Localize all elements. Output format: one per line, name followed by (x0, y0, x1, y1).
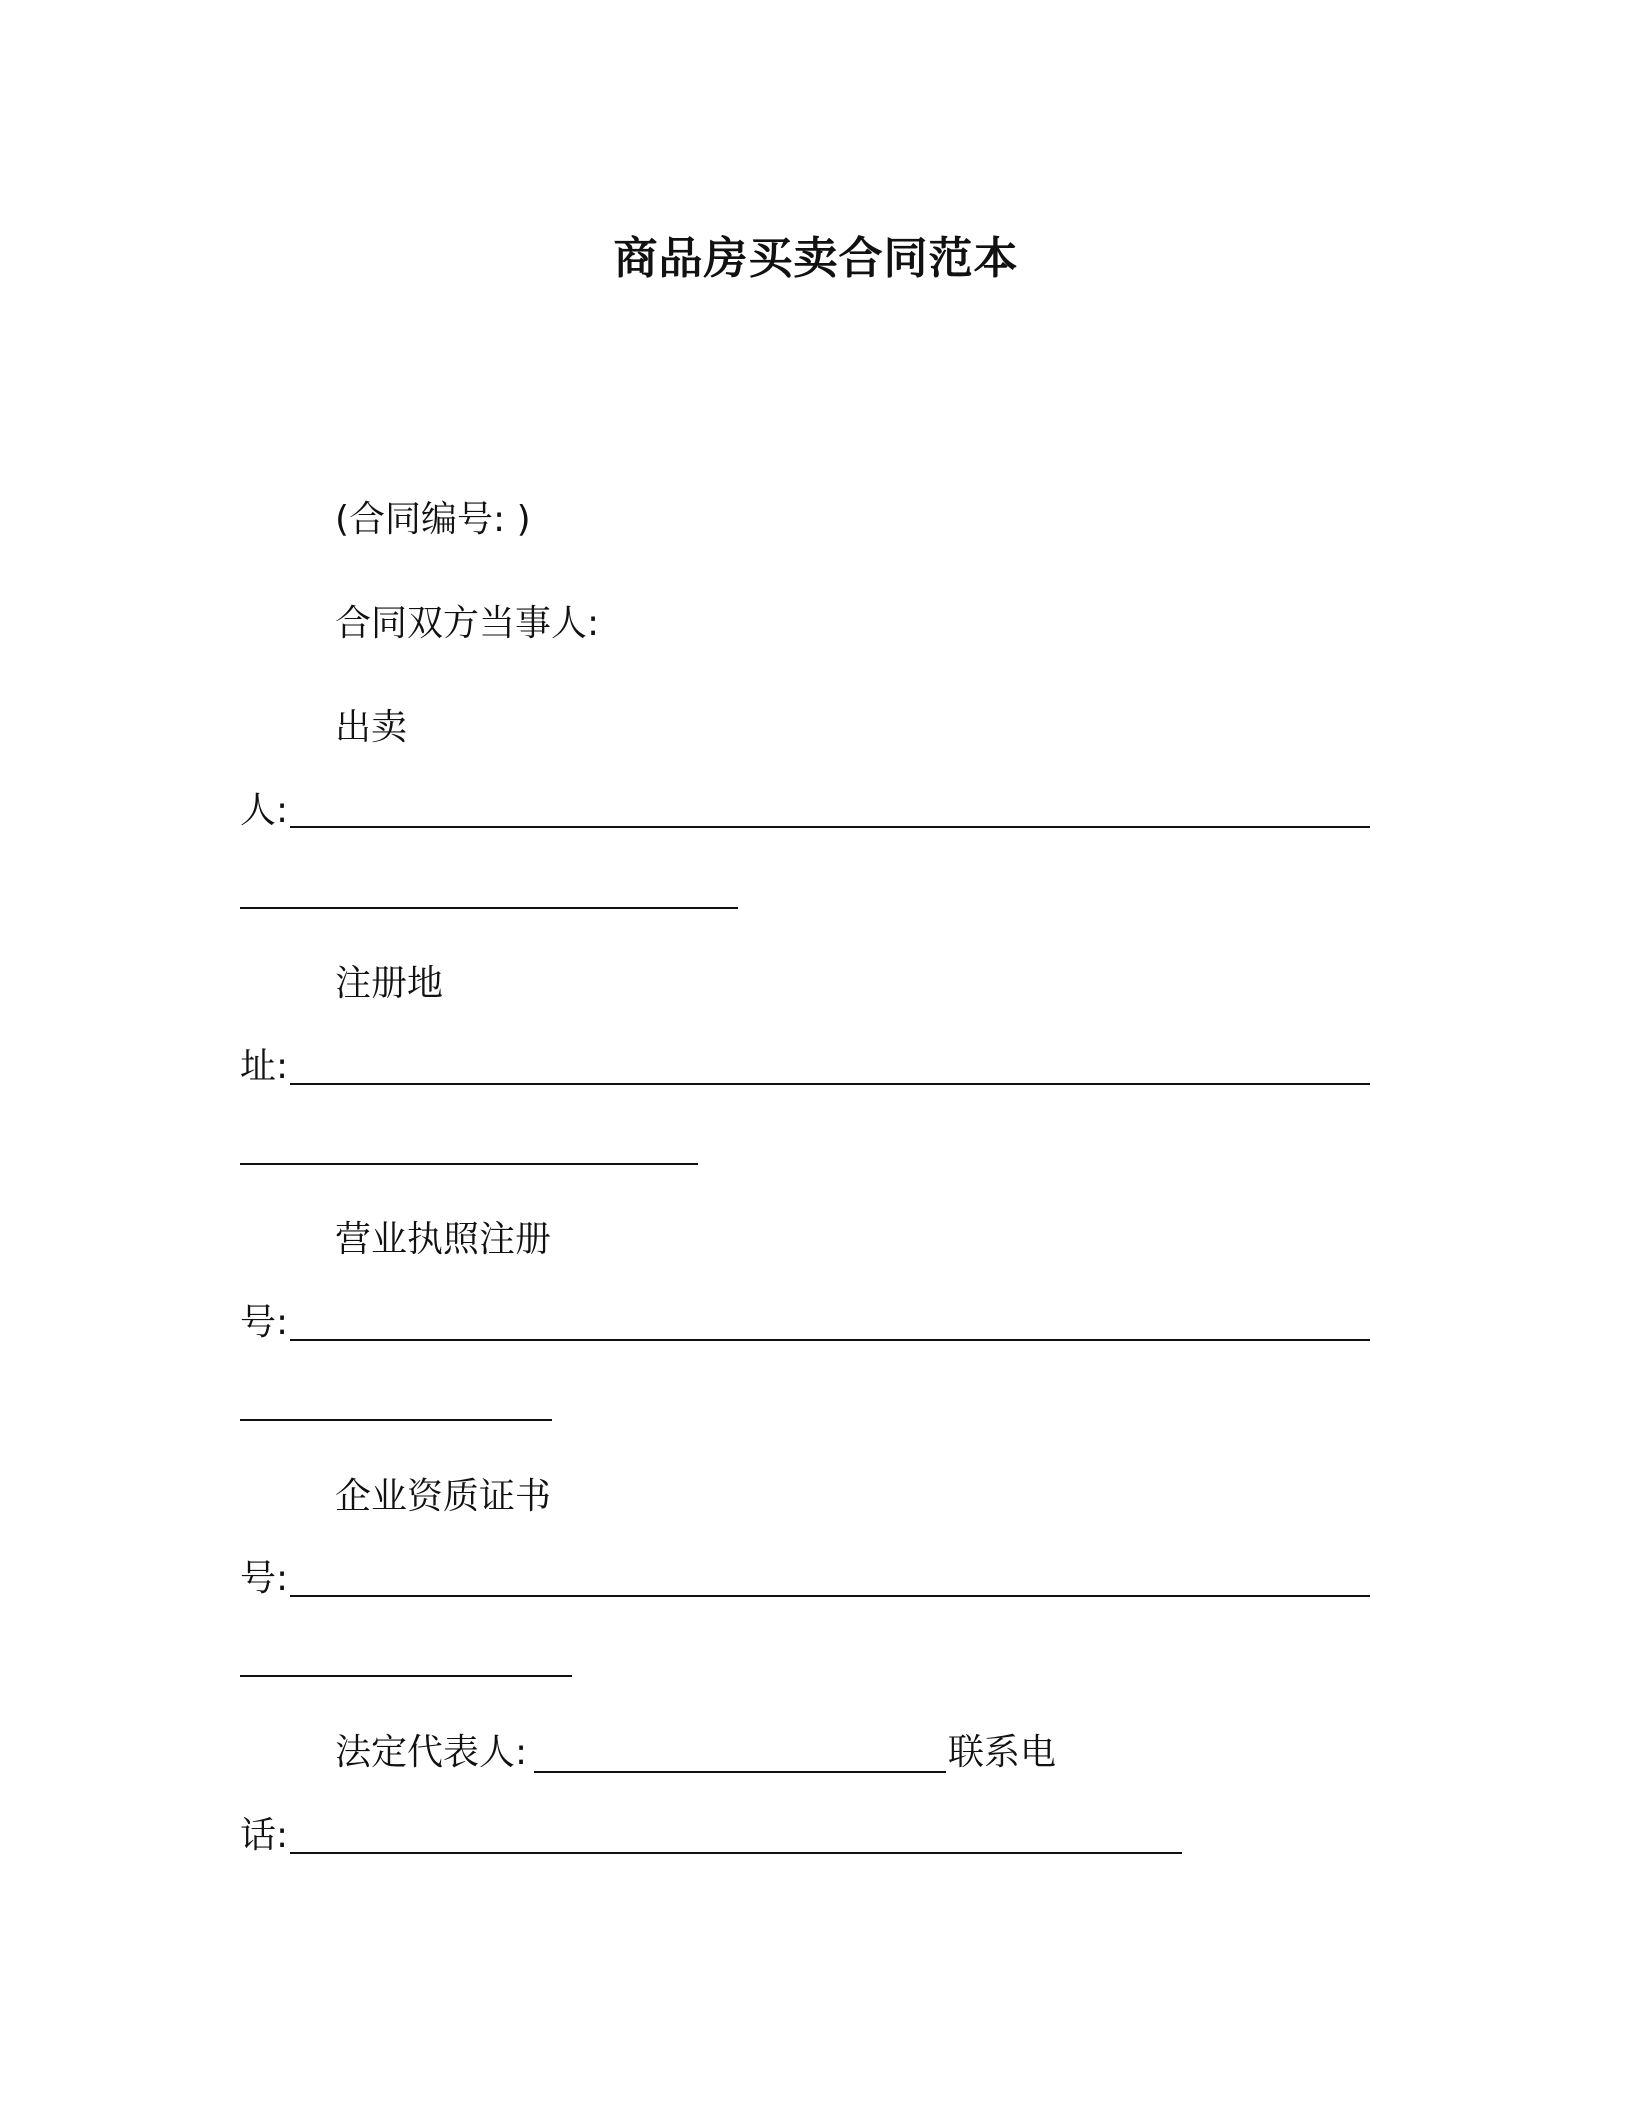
seller-label-line2: 人: (240, 790, 289, 831)
license-blank-line2 (240, 1419, 552, 1421)
license-label-line1: 营业执照注册 (335, 1219, 552, 1260)
qualification-label-line1: 企业资质证书 (335, 1476, 552, 1517)
qualification-label-line2: 号: (240, 1558, 289, 1599)
phone-label-line1: 联系电 (948, 1732, 1057, 1773)
license-blank-line1 (290, 1339, 1370, 1341)
qualification-blank-line1 (290, 1595, 1370, 1597)
license-label-line2: 号: (240, 1302, 289, 1343)
address-blank-line2 (240, 1163, 698, 1165)
address-label-line2: 址: (240, 1046, 289, 1087)
seller-blank-line1 (290, 826, 1370, 828)
address-blank-line1 (290, 1083, 1370, 1085)
document-title: 商品房买卖合同范本 (613, 233, 1019, 284)
phone-label-line2: 话: (240, 1815, 289, 1856)
legal-rep-label: 法定代表人: (335, 1732, 528, 1773)
seller-label-line1: 出卖 (335, 707, 408, 748)
qualification-blank-line2 (240, 1675, 572, 1677)
phone-blank-line (290, 1852, 1182, 1854)
seller-blank-line2 (240, 907, 738, 909)
legal-rep-blank-line (534, 1771, 946, 1773)
parties-heading: 合同双方当事人: (335, 603, 600, 644)
contract-number-label: (合同编号: ) (335, 499, 531, 540)
address-label-line1: 注册地 (335, 963, 444, 1004)
